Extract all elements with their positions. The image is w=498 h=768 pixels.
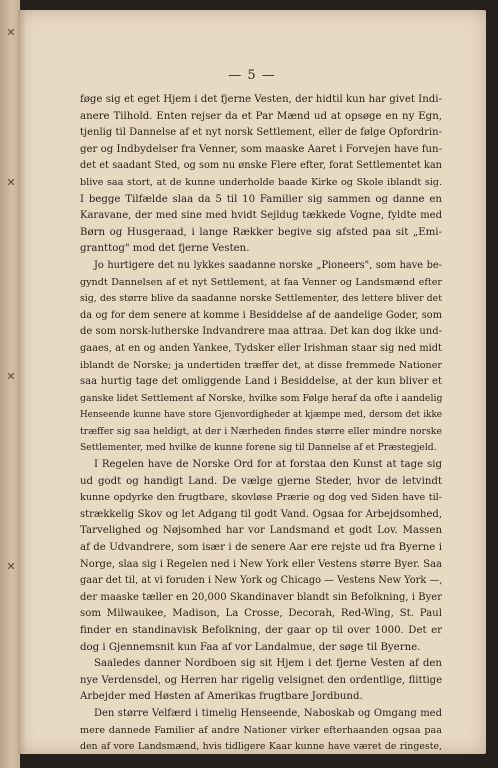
- text-line: dog i Gjennemsnit kun Faa af vor Landalmue, der søge til Byerne.: [80, 641, 421, 653]
- body-text: [80, 92, 442, 756]
- page-gutter-shadow: [18, 10, 26, 754]
- text-line: mere dannede Familier af andre Nationer virker efterhaanden ogsaa paa: [80, 724, 442, 736]
- text-line: tjenlig til Dannelse af et nyt norsk Settlement, eller de følge Opfordrin-: [80, 127, 442, 139]
- binding-thread-mark: ✕: [6, 176, 16, 189]
- text-line: som Milwaukee, Madison, La Crosse, Decorah, Red-Wing, St. Paul: [80, 608, 442, 620]
- binding-thread-mark: ✕: [6, 560, 16, 573]
- text-line: gaaes, at en og anden Yankee, Tydsker eller Irishman staar sig ned midt: [80, 342, 442, 354]
- text-line: føge sig et eget Hjem i det fjerne Vesten, der hidtil kun har givet Indi-: [80, 94, 442, 105]
- text-line: Tarvelighed og Nøjsomhed har vor Landsmand et godt Lov. Massen: [80, 525, 442, 537]
- text-line: gaar det til, at vi foruden i New York og Chicago — Vestens New York —,: [80, 575, 442, 587]
- binding-thread-mark: ✕: [6, 26, 16, 39]
- text-line: Arbejder med Høsten af Amerikas frugtbare Jordbund.: [80, 691, 363, 703]
- text-line: ganske lidet Settlement af Norske, hvilke som Følge heraf da ofte i aandelig: [80, 392, 442, 404]
- text-line: Settlementer, med hvilke de kunne forene sig til Dannelse af et Præstegjeld.: [80, 442, 437, 454]
- text-line: saa hurtig tage det omliggende Land i Besiddelse, at der kun bliver et: [80, 376, 442, 388]
- text-line: der maaske tæller en 20,000 Skandinaver blandt sin Befolkning, i Byer: [80, 591, 442, 603]
- text-line: Henseende kunne have store Gjenvordigheder at kjæmpe med, dersom det ikke: [80, 410, 442, 421]
- text-line: finder en standinavisk Befolkning, der gaar op til over 1000. Det er: [80, 625, 442, 636]
- text-line: ger og Indbydelser fra Venner, som maaske Aaret i Forvejen have fun-: [80, 143, 442, 155]
- text-line: blive saa stort, at de kunne underholde baade Kirke og Skole iblandt sig.: [80, 176, 442, 188]
- binding-thread-mark: ✕: [6, 370, 16, 383]
- text-line: anere Tilhold. Enten rejser da et Par Mænd ud at opsøge en ny Egn,: [80, 110, 442, 122]
- text-line: I begge Tilfælde slaa da 5 til 10 Familier sig sammen og danne en: [80, 193, 442, 205]
- text-line: Jo hurtigere det nu lykkes saadanne norske „Pioneers", som have be-: [94, 259, 442, 271]
- text-line: strækkelig Skov og let Adgang til godt Vand. Ogsaa for Arbejdsomhed,: [80, 508, 442, 520]
- text-line: den af vore Landsmænd, hvis tidligere Kaar kunne have været de ringeste,: [80, 741, 442, 753]
- text-line: gyndt Dannelsen af et nyt Settlement, at faa Venner og Landsmænd efter: [80, 276, 442, 288]
- text-line: Den større Velfærd i timelig Henseende, Naboskab og Omgang med: [94, 707, 442, 719]
- text-line: Saaledes danner Nordboen sig sit Hjem i det fjerne Vesten af den: [94, 658, 442, 670]
- text-line: granttog" mod det fjerne Vesten.: [80, 243, 250, 255]
- text-line: de som norsk-lutherske Indvandrere maa attraa. Det kan dog ikke und-: [80, 326, 442, 338]
- text-line: kunne opdyrke den frugtbare, skovløse Prærie og dog ved Siden have til-: [80, 492, 442, 504]
- book-binding-edge: [0, 0, 20, 768]
- text-line: iblandt de Norske; ja undertiden træffer det, at disse fremmede Nationer: [80, 359, 442, 371]
- text-line: ud godt og handigt Land. De vælge gjerne Steder, hvor de letvindt: [80, 475, 442, 487]
- text-line: Norge, slaa sig i Regelen ned i New York eller Vestens større Byer. Saa: [80, 558, 442, 570]
- text-line: sig, des større blive da saadanne norske Settlementer, des lettere bliver det: [80, 293, 442, 305]
- text-line: Børn og Husgeraad, i lange Rækker begive sig afsted paa sit „Emi-: [80, 226, 442, 238]
- text-line: af de Udvandrere, som især i de senere Aar ere rejste ud fra Byerne i: [80, 542, 442, 554]
- text-line: da og for dem senere at komme i Besiddelse af de aandelige Goder, som: [80, 309, 442, 321]
- text-line: I Regelen have de Norske Ord for at forstaa den Kunst at tage sig: [94, 459, 442, 471]
- paper-page: [18, 10, 486, 754]
- text-line: nye Verdensdel, og Herren har rigelig velsignet den ordentlige, flittige: [80, 674, 442, 686]
- page-number: — 5 —: [228, 68, 276, 83]
- text-line: Karavane, der med sine med hvidt Sejldug tækkede Vogne, fyldte med: [80, 210, 442, 222]
- text-line: træffer sig saa heldigt, at der i Nærheden findes større eller mindre norske: [80, 425, 442, 437]
- text-line: det et saadant Sted, og som nu ønske Flere efter, forat Settlementet kan: [80, 160, 442, 172]
